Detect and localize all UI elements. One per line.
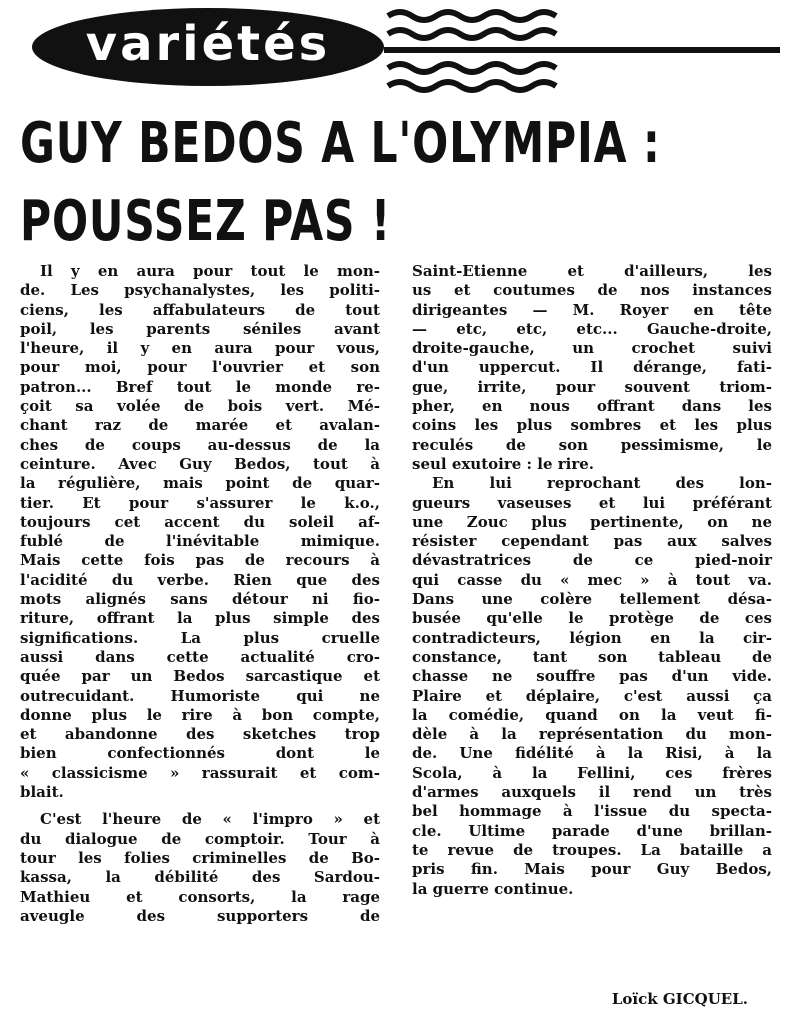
article-line: ches de coups au-dessus de la [20,435,380,454]
article-line: cle. Ultime parade d'une brillan- [412,821,772,840]
article-line: reculés de son pessimisme, le [412,435,772,454]
article-line: blait. [20,783,64,802]
article-line: et abandonne des sketches trop [20,725,380,744]
article-line: toujours cet accent du soleil af- [20,512,380,531]
article-line: la comédie, quand on la veut fi- [412,705,772,724]
article-line: significations. La plus cruelle [20,628,380,647]
article-line: busée qu'elle le protège de ces [412,609,772,628]
article-line: Saint-Etienne et d'ailleurs, les [412,262,772,280]
article-line: du dialogue de comptoir. Tour à [20,829,380,848]
article-line: qui casse du « mec » à tout va. [412,570,772,589]
article-line: riture, offrant la plus simple des [20,609,380,628]
article-line: pris fin. Mais pour Guy Bedos, [412,860,772,879]
article-line: gueurs vaseuses et lui préférant [412,493,772,512]
article-line: — etc, etc, etc... Gauche-droite, [412,319,772,338]
article-line: aveugle des supporters de [20,906,380,925]
article-line: Mathieu et consorts, la rage [20,887,380,906]
article-line: Mais cette fois pas de recours à [20,551,380,570]
article-line: ciens, les affabulateurs de tout [20,300,380,319]
headline-line-2: POUSSEZ PAS ! [20,189,392,254]
section-label: variétés [85,16,331,72]
article-column-left [20,262,380,926]
article-line: Dans une colère tellement désa- [412,590,772,609]
article-line: pher, en nous offrant dans les [412,397,772,416]
article-line: coins les plus sombres et les plus [412,416,772,435]
article-line: d'armes auxquels il rend un très [412,783,772,802]
article-line: l'heure, il y en aura pour vous, [20,339,380,358]
article-line: la guerre continue. [412,879,574,898]
article-line: Il y en aura pour tout le mon- [40,262,380,280]
author-signature: Loïck GICQUEL. [611,990,748,1008]
article-line: une Zouc plus pertinente, on ne [412,512,772,531]
article-line: C'est l'heure de « l'impro » et [40,810,380,829]
article-line: l'acidité du verbe. Rien que des [20,570,380,589]
article-column-right [412,262,772,899]
article-line: « classicisme » rassurait et com- [20,763,380,782]
article-line: gue, irrite, pour souvent triom- [412,377,772,396]
article-line: pour moi, pour l'ouvrier et son [20,358,380,377]
article-line: outrecuidant. Humoriste qui ne [20,686,380,705]
article-line: patron... Bref tout le monde re- [20,377,380,396]
article-line: poil, les parents séniles avant [20,319,380,338]
article-line: te revue de troupes. La bataille a [412,840,772,859]
article-line: us et coutumes de nos instances [412,281,772,300]
article-line: aussi dans cette actualité cro- [20,647,380,666]
article-line: tour les folies criminelles de Bo- [20,848,380,867]
article-line: tier. Et pour s'assurer le k.o., [20,493,380,512]
article-line: dirigeantes — M. Royer en tête [412,300,772,319]
article-line: bel hommage à l'issue du specta- [412,802,772,821]
article-line: fublé de l'inévitable mimique. [20,532,380,551]
article-line: seul exutoire : le rire. [412,454,594,473]
article-line: contradicteurs, légion en la cir- [412,628,772,647]
section-logo [32,8,384,86]
article-line: mots alignés sans détour ni fio- [20,590,380,609]
article-line: dèle à la représentation du mon- [412,725,772,744]
article-line: droite-gauche, un crochet suivi [412,339,772,358]
article-line: de. Les psychanalystes, les politi- [20,281,380,300]
article-line: la régulière, mais point de quar- [20,474,380,493]
article-line: constance, tant son tableau de [412,647,772,666]
article-line: ceinture. Avec Guy Bedos, tout à [20,454,380,473]
article-line: dévastratrices de ce pied-noir [412,551,772,570]
headline-line-1: GUY BEDOS A L'OLYMPIA : [20,111,661,176]
article-line: chasse ne souffre pas d'un vide. [412,667,772,686]
article-line: d'un uppercut. Il dérange, fati- [412,358,772,377]
wave-lines-decoration [384,4,784,94]
article-line: résister cependant pas aux salves [412,532,772,551]
article-line: kassa, la débilité des Sardou- [20,868,380,887]
article-line: bien confectionnés dont le [20,744,380,763]
article-line: Plaire et déplaire, c'est aussi ça [412,686,772,705]
article-line: de. Une fidélité à la Risi, à la [412,744,772,763]
article-line: çoit sa volée de bois vert. Mé- [20,397,380,416]
article-line: quée par un Bedos sarcastique et [20,667,380,686]
article-line: donne plus le rire à bon compte, [20,705,380,724]
article-line: En lui reprochant des lon- [432,474,772,493]
article-line: chant raz de marée et avalan- [20,416,380,435]
article-line: Scola, à la Fellini, ces frères [412,763,772,782]
